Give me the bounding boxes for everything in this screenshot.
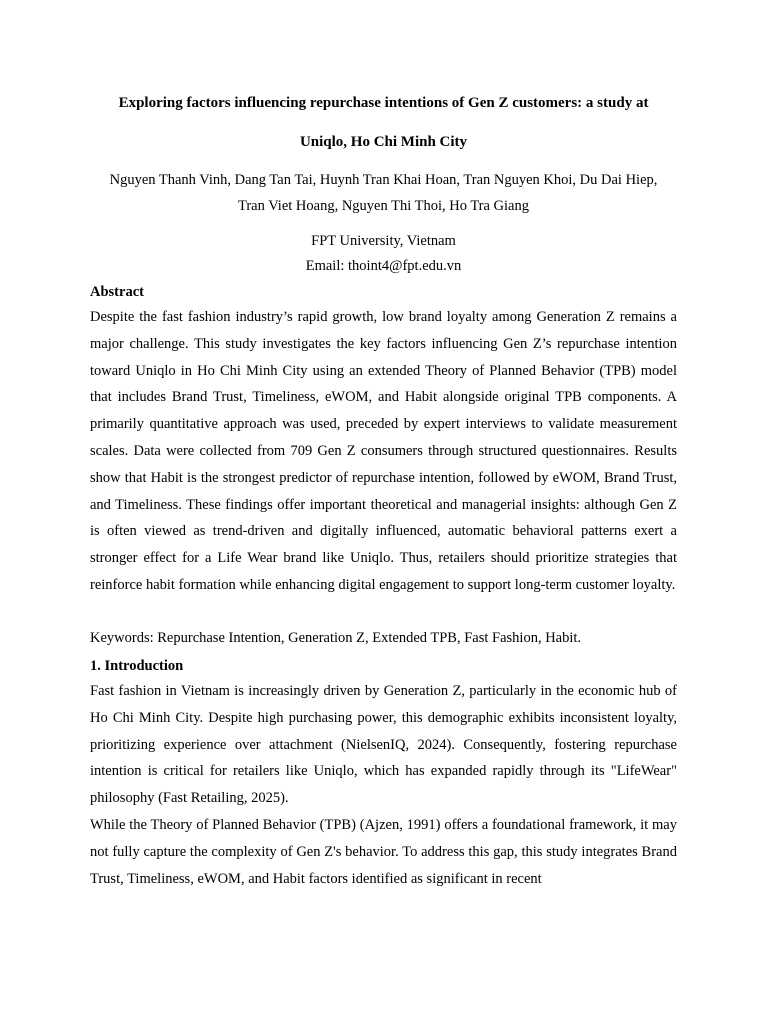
affiliation: FPT University, Vietnam bbox=[311, 233, 456, 249]
abstract-heading: Abstract bbox=[90, 284, 144, 300]
keywords: Keywords: Repurchase Intention, Generation Z, Extended TPB, Fast Fashion, Habit. bbox=[90, 630, 582, 646]
paper-title-line-2: Uniqlo, Ho Chi Minh City bbox=[299, 134, 468, 150]
email: Email: thoint4@fpt.edu.vn bbox=[305, 258, 462, 274]
intro-paragraph-2: While the Theory of Planned Behavior (TPB) (Ajzen, 1991) offers a foundational framework, it may not fully capture the complexity of Gen Z's behavior. To address this gap, this study integrates Brand Trust, Timeliness, eWOM, and Habit factors identified as significant in recent bbox=[90, 817, 677, 887]
authors-line-2: Tran Viet Hoang, Nguyen Thi Thoi, Ho Tra Giang bbox=[237, 198, 529, 214]
paper-title-line-1: Exploring factors influencing repurchase intentions of Gen Z customers: a study at bbox=[118, 95, 649, 111]
introduction-heading: 1. Introduction bbox=[90, 658, 184, 674]
abstract-text: Despite the fast fashion industry’s rapid growth, low brand loyalty among Generation Z remains a major challenge. This study investigates the key factors influencing Gen Z’s repurchase intention toward Uniqlo in Ho Chi Minh City using an extended Theory of Planned Behavior (TPB) model that includes Brand Trust, Timeliness, eWOM, and Habit alongside original TPB components. A primarily quantitative approach was used, preceded by expert interviews to validate measurement scales. Data were collected from 709 Gen Z consumers through structured questionnaires. Results show that Habit is the strongest predictor of repurchase intention, followed by eWOM, Brand Trust, and Timeliness. These findings offer important theoretical and managerial insights: although Gen Z is often viewed as trend-driven and digitally influenced, automatic behavioral patterns exert a stronger effect for a Life Wear brand like Uniqlo. Thus, retailers should prioritize strategies that reinforce habit formation while enhancing digital engagement to support long-term customer loyalty. bbox=[90, 309, 677, 593]
authors-line-1: Nguyen Thanh Vinh, Dang Tan Tai, Huynh Tran Khai Hoan, Tran Nguyen Khoi, Du Dai Hiep, bbox=[109, 172, 658, 188]
intro-paragraph-1: Fast fashion in Vietnam is increasingly driven by Generation Z, particularly in the economic hub of Ho Chi Minh City. Despite high purchasing power, this demographic exhibits inconsistent loyalty, prioritizing experience over attachment (NielsenIQ, 2024). Consequently, fostering repurchase intention is critical for retailers like Uniqlo, which has expanded rapidly through its "LifeWear" philosophy (Fast Retailing, 2025). bbox=[90, 683, 677, 807]
